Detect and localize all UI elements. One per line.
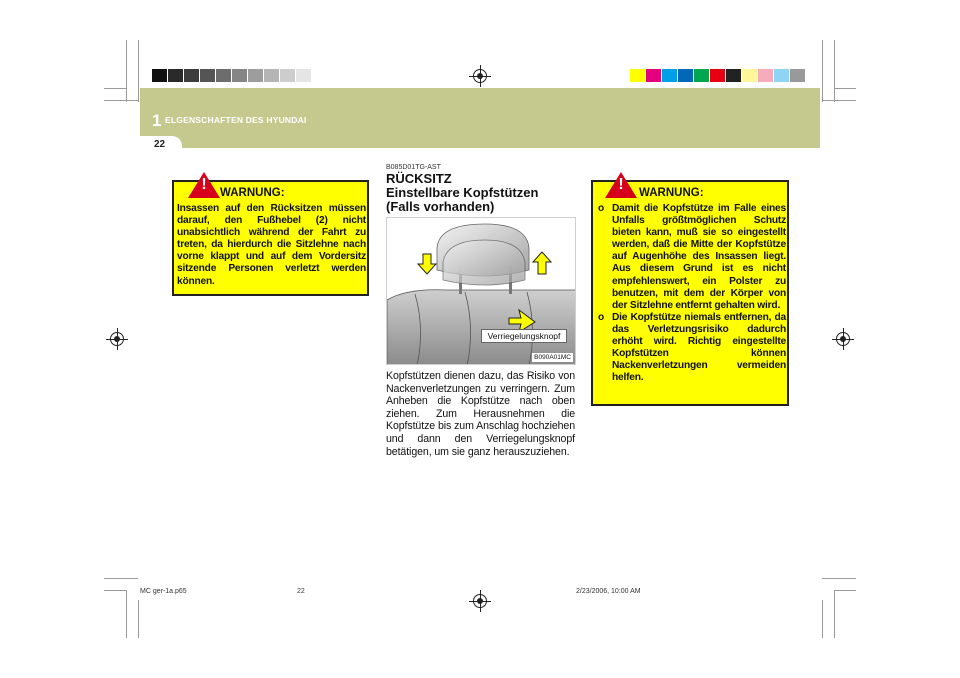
crop-mark xyxy=(138,40,139,102)
gray-color-bar xyxy=(152,69,312,82)
crop-mark xyxy=(104,578,138,579)
color-swatch xyxy=(646,69,661,82)
footer-page: 22 xyxy=(297,588,305,595)
crop-mark xyxy=(834,590,856,591)
crop-mark xyxy=(138,600,139,638)
crop-mark xyxy=(822,600,823,638)
crop-mark xyxy=(822,100,856,101)
color-swatch xyxy=(678,69,693,82)
chapter-title: ELGENSCHAFTEN DES HYUNDAI xyxy=(165,115,307,125)
color-swatch xyxy=(726,69,741,82)
color-swatch xyxy=(184,69,199,82)
right-warning-box xyxy=(591,176,789,406)
section-title xyxy=(386,172,538,214)
section-title-line: Einstellbare Kopfstützen xyxy=(386,185,539,200)
color-swatch xyxy=(264,69,279,82)
crop-mark xyxy=(104,100,138,101)
color-swatch xyxy=(168,69,183,82)
crop-mark xyxy=(834,590,835,638)
crop-mark xyxy=(104,88,126,89)
headrest-illustration xyxy=(386,217,576,365)
list-item xyxy=(596,203,786,312)
right-warning-title: WARNUNG: xyxy=(639,187,704,199)
chapter-number: 1 xyxy=(152,111,162,130)
color-swatch xyxy=(790,69,805,82)
warning-exclamation: ! xyxy=(201,176,207,193)
list-item xyxy=(596,312,786,385)
color-swatch xyxy=(774,69,789,82)
registration-mark-icon xyxy=(469,65,491,87)
color-swatch xyxy=(296,69,311,82)
color-swatch xyxy=(216,69,231,82)
section-title-line: RÜCKSITZ xyxy=(386,171,452,186)
registration-mark-icon xyxy=(106,328,128,350)
body-text: Kopfstützen dienen dazu, das Risiko von Nackenverletzungen zu verringern. Zum Anheben die Kopfstütze nach oben ziehen. Zum Herausnehmen die Kopfstütze bis zum Anschlag hochziehen und dann den Verriegelungsknopf betätigen, um sie ganz herauszuziehen. xyxy=(386,370,575,458)
figure-code: B090A01MC xyxy=(534,354,571,361)
crop-mark xyxy=(822,578,856,579)
right-warning-list xyxy=(596,203,786,384)
crop-mark xyxy=(834,88,856,89)
color-swatch xyxy=(280,69,295,82)
crop-mark xyxy=(834,40,835,102)
registration-mark-icon xyxy=(832,328,854,350)
color-swatch xyxy=(758,69,773,82)
warning-exclamation: ! xyxy=(618,176,624,193)
left-warning-title: WARNUNG: xyxy=(220,187,285,199)
left-warning-text: Insassen auf den Rücksitzen müssen darauf, den Fußhebel (2) nicht unabsichtlich während der Fahrt zu treten, da hierdurch die Sitzlehne nach vorne klappt und auf dem Vordersitz sitzende Personen verletzt werden können. xyxy=(177,203,366,287)
cmyk-color-bar xyxy=(630,69,806,82)
registration-mark-icon xyxy=(469,590,491,612)
color-swatch xyxy=(710,69,725,82)
page-number: 22 xyxy=(154,139,166,150)
section-title-line: (Falls vorhanden) xyxy=(386,199,495,214)
crop-mark xyxy=(126,590,127,638)
crop-mark xyxy=(126,40,127,102)
color-swatch xyxy=(152,69,167,82)
color-swatch xyxy=(694,69,709,82)
color-swatch xyxy=(200,69,215,82)
crop-mark xyxy=(104,590,126,591)
color-swatch xyxy=(630,69,645,82)
list-bullet: o xyxy=(598,203,605,214)
color-swatch xyxy=(742,69,757,82)
list-item-text: Damit die Kopfstütze im Falle eines Unfalls größtmöglichen Schutz bieten kann, muß sie so eingestellt werden, daß die Mitte der Kopfstütze auf Augenhöhe des Insassen liegt. Aus diesem Grund ist es nicht empfehlenswert, ein Polster zu benutzen, mit dem der Körper von der Sitzlehne entfernt gehalten wird. xyxy=(612,203,786,311)
list-bullet: o xyxy=(598,311,605,323)
color-swatch xyxy=(248,69,263,82)
crop-mark xyxy=(822,40,823,102)
list-item-text: Die Kopfstütze niemals entfernen, da das Verletzungsrisiko dadurch erhöht wird. Richtig eingestellte Kopfstützen können Nackenverletzungen vermeiden helfen. xyxy=(612,311,786,384)
footer-timestamp: 2/23/2006, 10:00 AM xyxy=(576,588,641,595)
release-button-label: Verriegelungsknopf xyxy=(481,329,567,343)
left-warning-box xyxy=(172,176,369,296)
color-swatch xyxy=(232,69,247,82)
color-swatch xyxy=(662,69,677,82)
footer-filename: MC ger-1a.p65 xyxy=(140,588,187,595)
section-code: B085D01TG-AST xyxy=(386,164,441,171)
